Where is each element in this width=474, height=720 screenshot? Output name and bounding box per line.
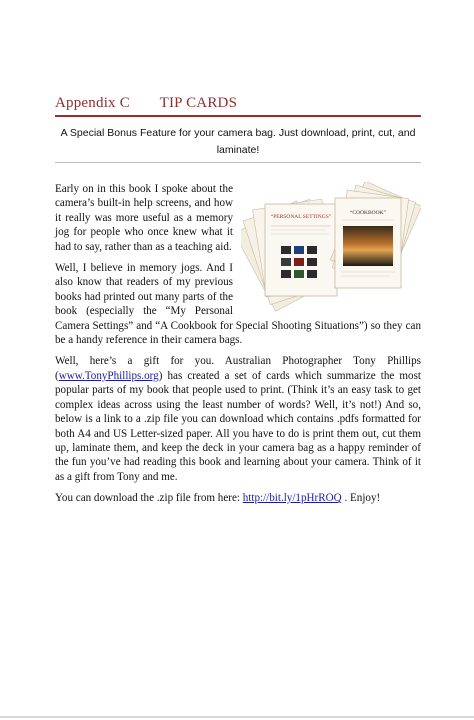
subtitle-rule	[55, 162, 421, 163]
subtitle: A Special Bonus Feature for your camera bag. Just download, print, cut, and laminate!	[60, 127, 416, 156]
tony-phillips-link[interactable]: www.TonyPhillips.org	[58, 369, 159, 382]
download-link[interactable]: http://bit.ly/1pHrROQ	[242, 492, 342, 505]
card-left-title: “PERSONAL SETTINGS”	[270, 214, 332, 220]
body-text	[55, 182, 421, 513]
paragraph-4-end: . Enjoy!	[341, 492, 381, 505]
appendix-heading	[55, 95, 237, 112]
heading-rule	[55, 115, 421, 117]
card-right-title: “COOKBOOK”	[349, 210, 387, 216]
sunset-photo	[343, 226, 393, 266]
paragraph-3-end: ) has created a set of cards which summarize the most popular parts of my book that people used to print. (Think it’s an easy task to get complex ideas across using the least number of words? Well, it’s not!) And so, below is a link to a .zip file you can download which contains .pdfs formatted for both A4 and US Letter-sized paper. All you have to do is print them out, cut them up, laminate them, and keep the deck in your camera bag as a happy reminder of the fun you’ve had reading this book and learning about your camera. Think of it as a gift from Tony and me.	[55, 369, 421, 483]
paragraph-3	[55, 354, 421, 484]
left-card-fan	[241, 199, 338, 311]
appendix-label: Appendix C	[55, 95, 130, 111]
paragraph-1: Early on in this book I spoke about the camera’s built-in help screens, and how it really was more useful as a memory jog for people who once knew what it had to say, rather than as a teaching aid.	[55, 183, 233, 253]
paragraph-2: Well, I believe in memory jogs. And I also know that readers of my previous books had printed out many parts of the book (especially the “My Personal Camera Settings” and “A Cookbook for Special Shooting Situations”) so they can be a handy reference in their camera bags.	[55, 262, 421, 347]
page-bottom-edge	[0, 716, 474, 718]
paragraph-3-start: Well, here’s a gift for you. Australian Photographer Tony Phillips (	[55, 355, 421, 382]
tip-cards-image	[241, 182, 421, 312]
right-card-fan	[330, 182, 421, 288]
paragraph-4	[55, 491, 421, 505]
paragraph-4-start: You can download the .zip file from here:	[55, 492, 243, 505]
appendix-title: TIP CARDS	[159, 95, 238, 111]
